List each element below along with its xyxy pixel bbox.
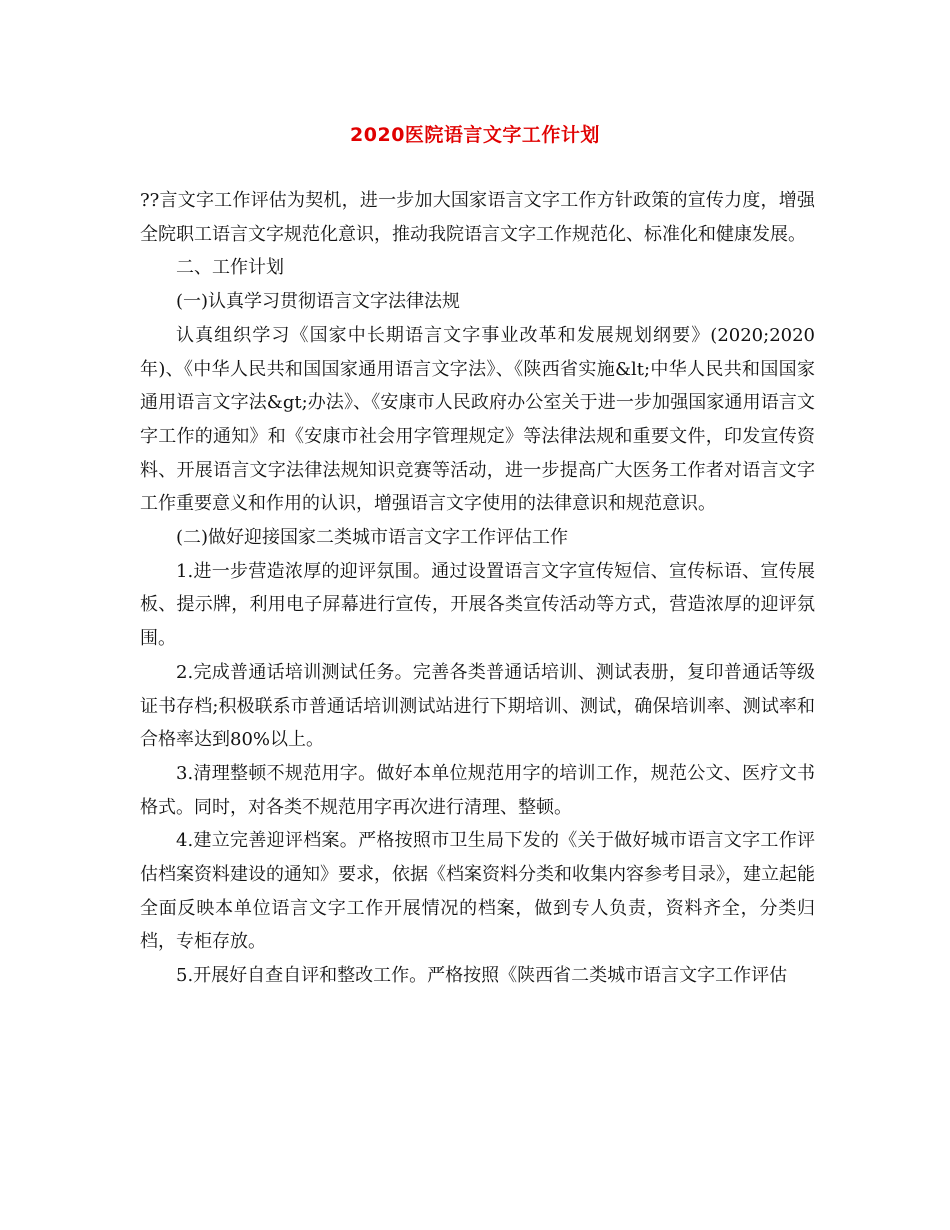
list-item-2: 2.完成普通话培训测试任务。完善各类普通话培训、测试表册，复印普通话等级证书存档;积极联系市普通话培训测试站进行下期培训、测试，确保培训率、测试率和合格率达到80%以上。 — [140, 661, 815, 751]
subsection-heading-1: (一)认真学习贯彻语言文字法律法规 — [176, 291, 461, 313]
paragraph-intro: ??言文字工作评估为契机，进一步加大国家语言文字工作方针政策的宣传力度，增强全院职工语言文字规范化意识，推动我院语言文字工作规范化、标准化和健康发展。 — [140, 190, 815, 245]
subsection-heading-2: (二)做好迎接国家二类城市语言文字工作评估工作 — [176, 527, 569, 549]
list-item-5: 5.开展好自查自评和整改工作。严格按照《陕西省二类城市语言文字工作评估 — [176, 965, 788, 987]
list-item-4: 4.建立完善迎评档案。严格按照市卫生局下发的《关于做好城市语言文字工作评估档案资料建设的通知》要求，依据《档案资料分类和收集内容参考目录》，建立起能全面反映本单位语言文字工作开展情况的档案，做到专人负责，资料齐全，分类归档，专柜存放。 — [140, 830, 815, 953]
paragraph-laws-study: 认真组织学习《国家中长期语言文字事业改革和发展规划纲要》(2020;2020年)、《中华人民共和国国家通用语言文字法》、《陕西省实施&lt;中华人民共和国国家通用语言文字法&gt;办法》、《安康市人民政府办公室关于进一步加强国家通用语言文字工作的通知》和《安康市社会用字管理规定》等法律法规和重要文件，印发宣传资料、开展语言文字法律法规知识竞赛等活动，进一步提高广大医务工作者对语言文字工作重要意义和作用的认识，增强语言文字使用的法律意识和规范意识。 — [140, 324, 815, 515]
list-item-3: 3.清理整顿不规范用字。做好本单位规范用字的培训工作，规范公文、医疗文书格式。同时，对各类不规范用字再次进行清理、整顿。 — [140, 762, 815, 818]
section-heading-work-plan: 二、工作计划 — [176, 257, 284, 279]
document-body — [140, 184, 815, 993]
document-title: 2020医院语言文字工作计划 — [350, 124, 600, 146]
list-item-1: 1.进一步营造浓厚的迎评氛围。通过设置语言文字宣传短信、宣传标语、宣传展板、提示牌，利用电子屏幕进行宣传，开展各类宣传活动等方式，营造浓厚的迎评氛围。 — [140, 560, 815, 650]
